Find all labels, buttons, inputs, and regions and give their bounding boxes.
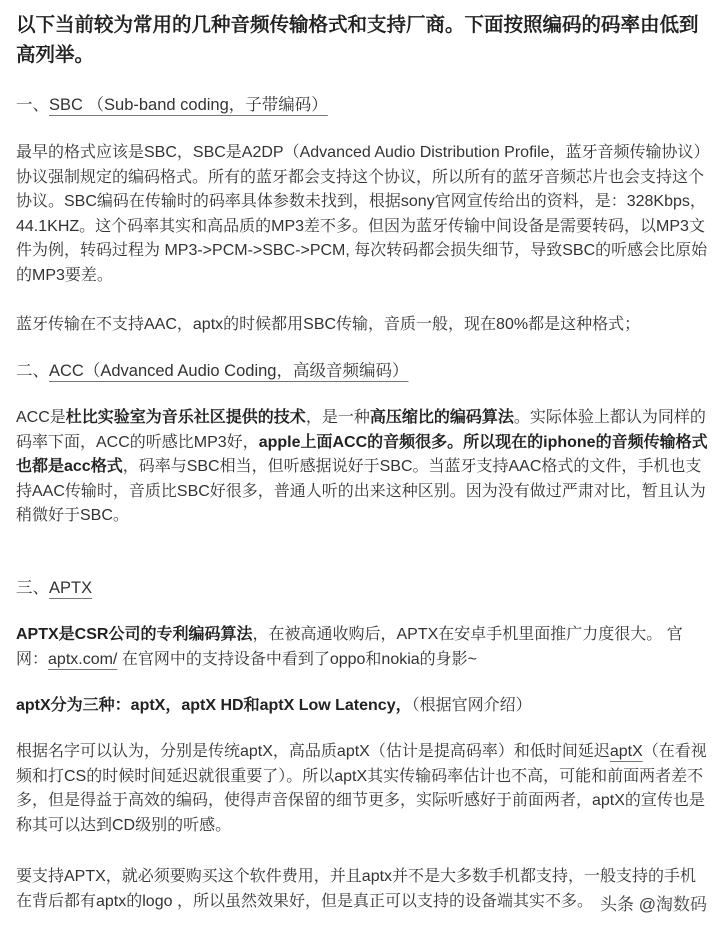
text: 在官网中的支持设备中看到了oppo和nokia的身影~ — [117, 650, 478, 668]
text: 蓝牙传输在不支持AAC，aptx的时候都用SBC传输，音质一般，现在80%都是这种格式； — [16, 316, 641, 333]
bold-text: 杜比实验室为音乐社区提供的技术 — [65, 409, 306, 426]
bold-text: 高压缩比的编码算法 — [369, 409, 514, 426]
section-heading — [16, 576, 712, 601]
paragraph — [16, 623, 712, 672]
page-title: 以下当前较为常用的几种音频传输格式和支持厂商。下面按照编码的码率由低到高列举。 — [16, 14, 699, 66]
section-heading — [16, 359, 712, 384]
underlined-text: ACC（Advanced Audio Coding，高级音频编码） — [49, 362, 409, 380]
text: ACC是 — [16, 409, 66, 426]
text: 二、 — [16, 362, 49, 380]
bold-text: APTX是CSR公司的专利编码算法 — [16, 626, 253, 643]
watermark: 头条 @淘数码 — [600, 890, 707, 915]
text: ，码率与SBC相当，但听感据说好于SBC。当蓝牙支持AAC格式的文件，手机也支持AAC传输时，音质比SBC好很多，普通人听的出来这种区别。因为没有做过严肃对比，暂且认为稍微好于SBC。 — [16, 458, 706, 524]
text: 。实际体验上都认为同样的码率下面，ACC的听感比MP3好， — [16, 409, 706, 451]
underlined-text: APTX — [49, 579, 93, 597]
text: （根据官网介绍） — [411, 697, 532, 714]
section-heading — [16, 93, 712, 118]
paragraph — [16, 141, 712, 288]
text: 要支持APTX，就必须要购买这个软件费用，并且aptx并不是大多数手机都支持，一般支持的手机在背后都有aptx的logo ，所以虽然效果好，但是真正可以支持的设备端其实不多。 — [16, 868, 697, 910]
paragraph — [16, 406, 712, 529]
paragraph — [16, 313, 712, 338]
text: 最早的格式应该是SBC，SBC是A2DP（Advanced Audio Distribution Profile，蓝牙音频传输协议）协议强制规定的编码格式。所有的蓝牙都会支持这个协议，所以所有的蓝牙音频芯片也会支持这个协议。SBC编码在传输时的码率具体参数未找到，根据sony官网宣传给出的资料，是：328Kbps，44.1KHZ。这个码率其实和高品质的MP3差不多。但因为蓝牙传输中间设备是需要转码，以MP3文件为例，转码过程为 MP3->PCM->SBC->PCM, 每次转码都会损失细节，导致SBC的听感会比原始的MP3要差。 — [16, 144, 710, 284]
paragraph — [16, 740, 712, 838]
text: 根据名字可以认为，分别是传统aptX，高品质aptX（估计是提高码率）和低时间延迟 — [16, 743, 610, 760]
text: 三、 — [16, 579, 49, 597]
text: 一、 — [16, 96, 49, 114]
text: ，是一种 — [305, 409, 370, 426]
link[interactable]: aptX — [609, 743, 643, 760]
underlined-text: SBC （Sub-band coding，子带编码） — [49, 96, 328, 114]
link[interactable]: aptx.com/ — [48, 650, 118, 668]
bold-text: aptX分为三种：aptX，aptX HD和aptX Low Latency， — [16, 697, 412, 714]
paragraph — [16, 694, 712, 719]
bold-text: apple上面ACC的音频很多。所以现在的iphone的音频传输格式也都是acc格式 — [16, 433, 708, 475]
text: （在看视频和打CS的时候时间延迟就很重要了）。所以aptX其实传输码率估计也不高，可能和前面两者差不多，但是得益于高效的编码，使得声音保留的细节更多，实际听感好于前面两者，aptX的宣传也是称其可以达到CD级别的听感。 — [16, 743, 707, 834]
text: ，在被高通收购后，APTX在安卓手机里面推广力度很大。 官网： — [16, 626, 683, 668]
